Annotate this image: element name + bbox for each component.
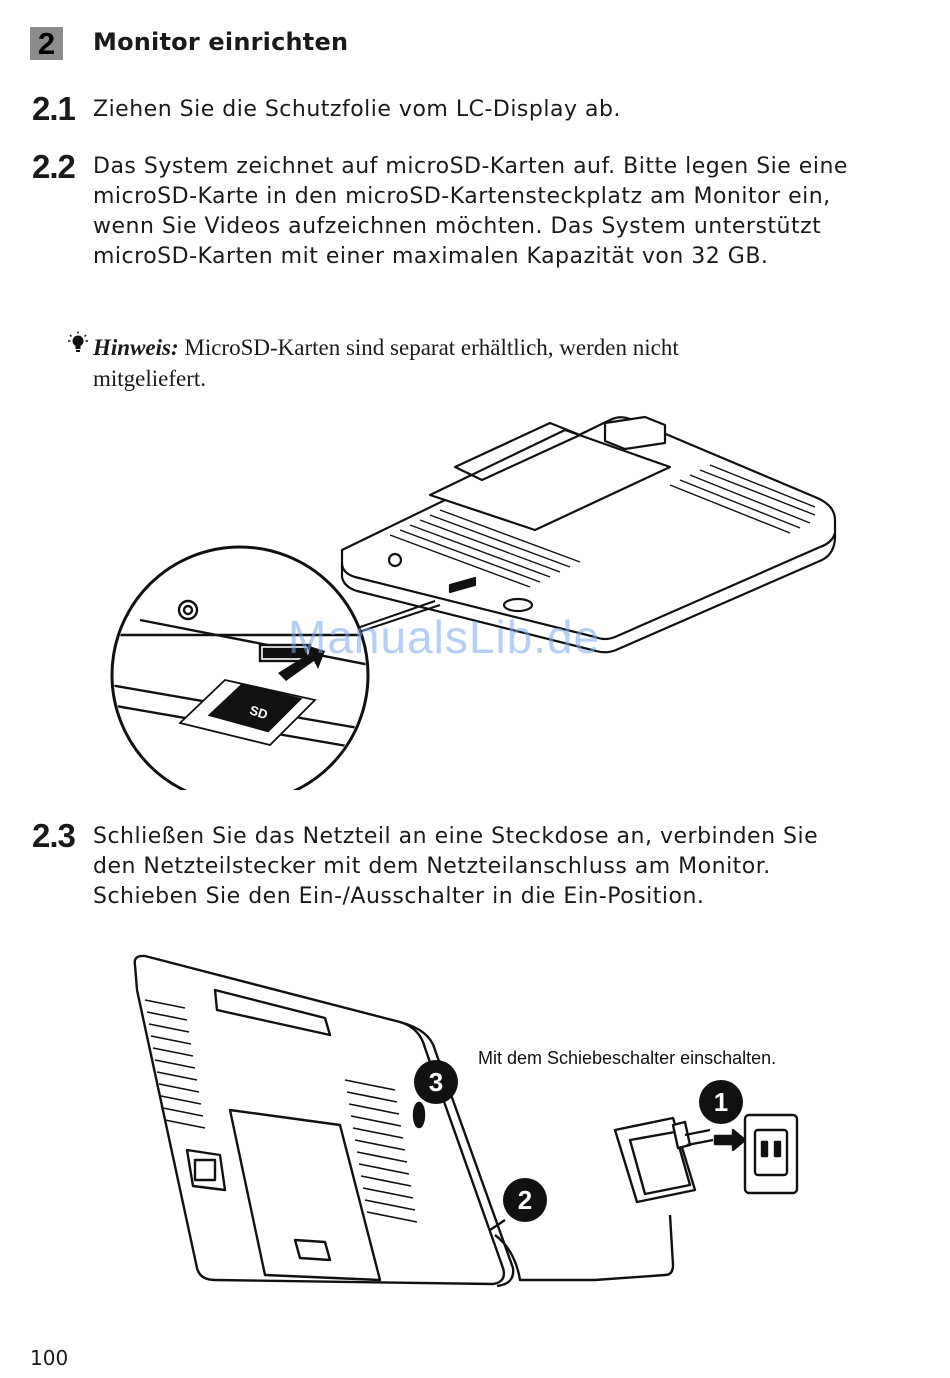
step-number-2-3: 2.3 bbox=[32, 817, 75, 854]
note-block bbox=[93, 332, 853, 394]
note-line-1 bbox=[93, 332, 853, 363]
note-text-1: MicroSD-Karten sind separat erhältlich, werden nicht bbox=[178, 335, 679, 360]
watermark: ManualsLib.de bbox=[288, 611, 601, 663]
step-number-2-1: 2.1 bbox=[32, 90, 75, 127]
section-number-badge: 2 bbox=[30, 27, 63, 60]
marker-1 bbox=[699, 1080, 743, 1124]
marker-2 bbox=[503, 1178, 547, 1222]
sd-card-label: SD bbox=[247, 702, 270, 723]
step-2-2-line-4: microSD-Karten mit einer maximalen Kapazität von 32 GB. bbox=[93, 244, 769, 269]
section-title: Monitor einrichten bbox=[93, 28, 349, 56]
page-number: 100 bbox=[30, 1346, 69, 1370]
note-line-2: mitgeliefert. bbox=[93, 366, 207, 391]
step-text-2-1 bbox=[93, 95, 913, 125]
step-number-2-2: 2.2 bbox=[32, 148, 75, 185]
step-2-2-line-3: wenn Sie Videos aufzeichnen möchten. Das System unterstützt bbox=[93, 214, 822, 239]
switch-callout: Mit dem Schiebeschalter einschalten. bbox=[478, 1048, 777, 1068]
svg-text:2: 2 bbox=[517, 1185, 533, 1215]
step-2-3-line-2: den Netzteilstecker mit dem Netzteilanschluss am Monitor. bbox=[93, 854, 771, 879]
step-2-2-line-1: Das System zeichnet auf microSD-Karten auf. Bitte legen Sie eine bbox=[93, 154, 848, 179]
power-connection-illustration bbox=[125, 950, 825, 1305]
step-2-3-line-1: Schließen Sie das Netzteil an eine Steckdose an, verbinden Sie bbox=[93, 824, 819, 849]
svg-text:3: 3 bbox=[428, 1067, 444, 1097]
step-text-2-2 bbox=[93, 152, 913, 272]
step-2-1-line: Ziehen Sie die Schutzfolie vom LC-Display ab. bbox=[93, 97, 621, 122]
svg-text:1: 1 bbox=[713, 1087, 729, 1117]
step-2-2-line-2: microSD-Karte in den microSD-Kartensteckplatz am Monitor ein, bbox=[93, 184, 831, 209]
note-label: Hinweis: bbox=[93, 335, 179, 360]
marker-3 bbox=[414, 1060, 458, 1104]
sd-card-insertion-illustration bbox=[110, 405, 850, 790]
step-2-3-line-3: Schieben Sie den Ein-/Ausschalter in die Ein-Position. bbox=[93, 884, 705, 909]
step-text-2-3 bbox=[93, 822, 913, 912]
lightbulb-icon bbox=[68, 331, 88, 355]
